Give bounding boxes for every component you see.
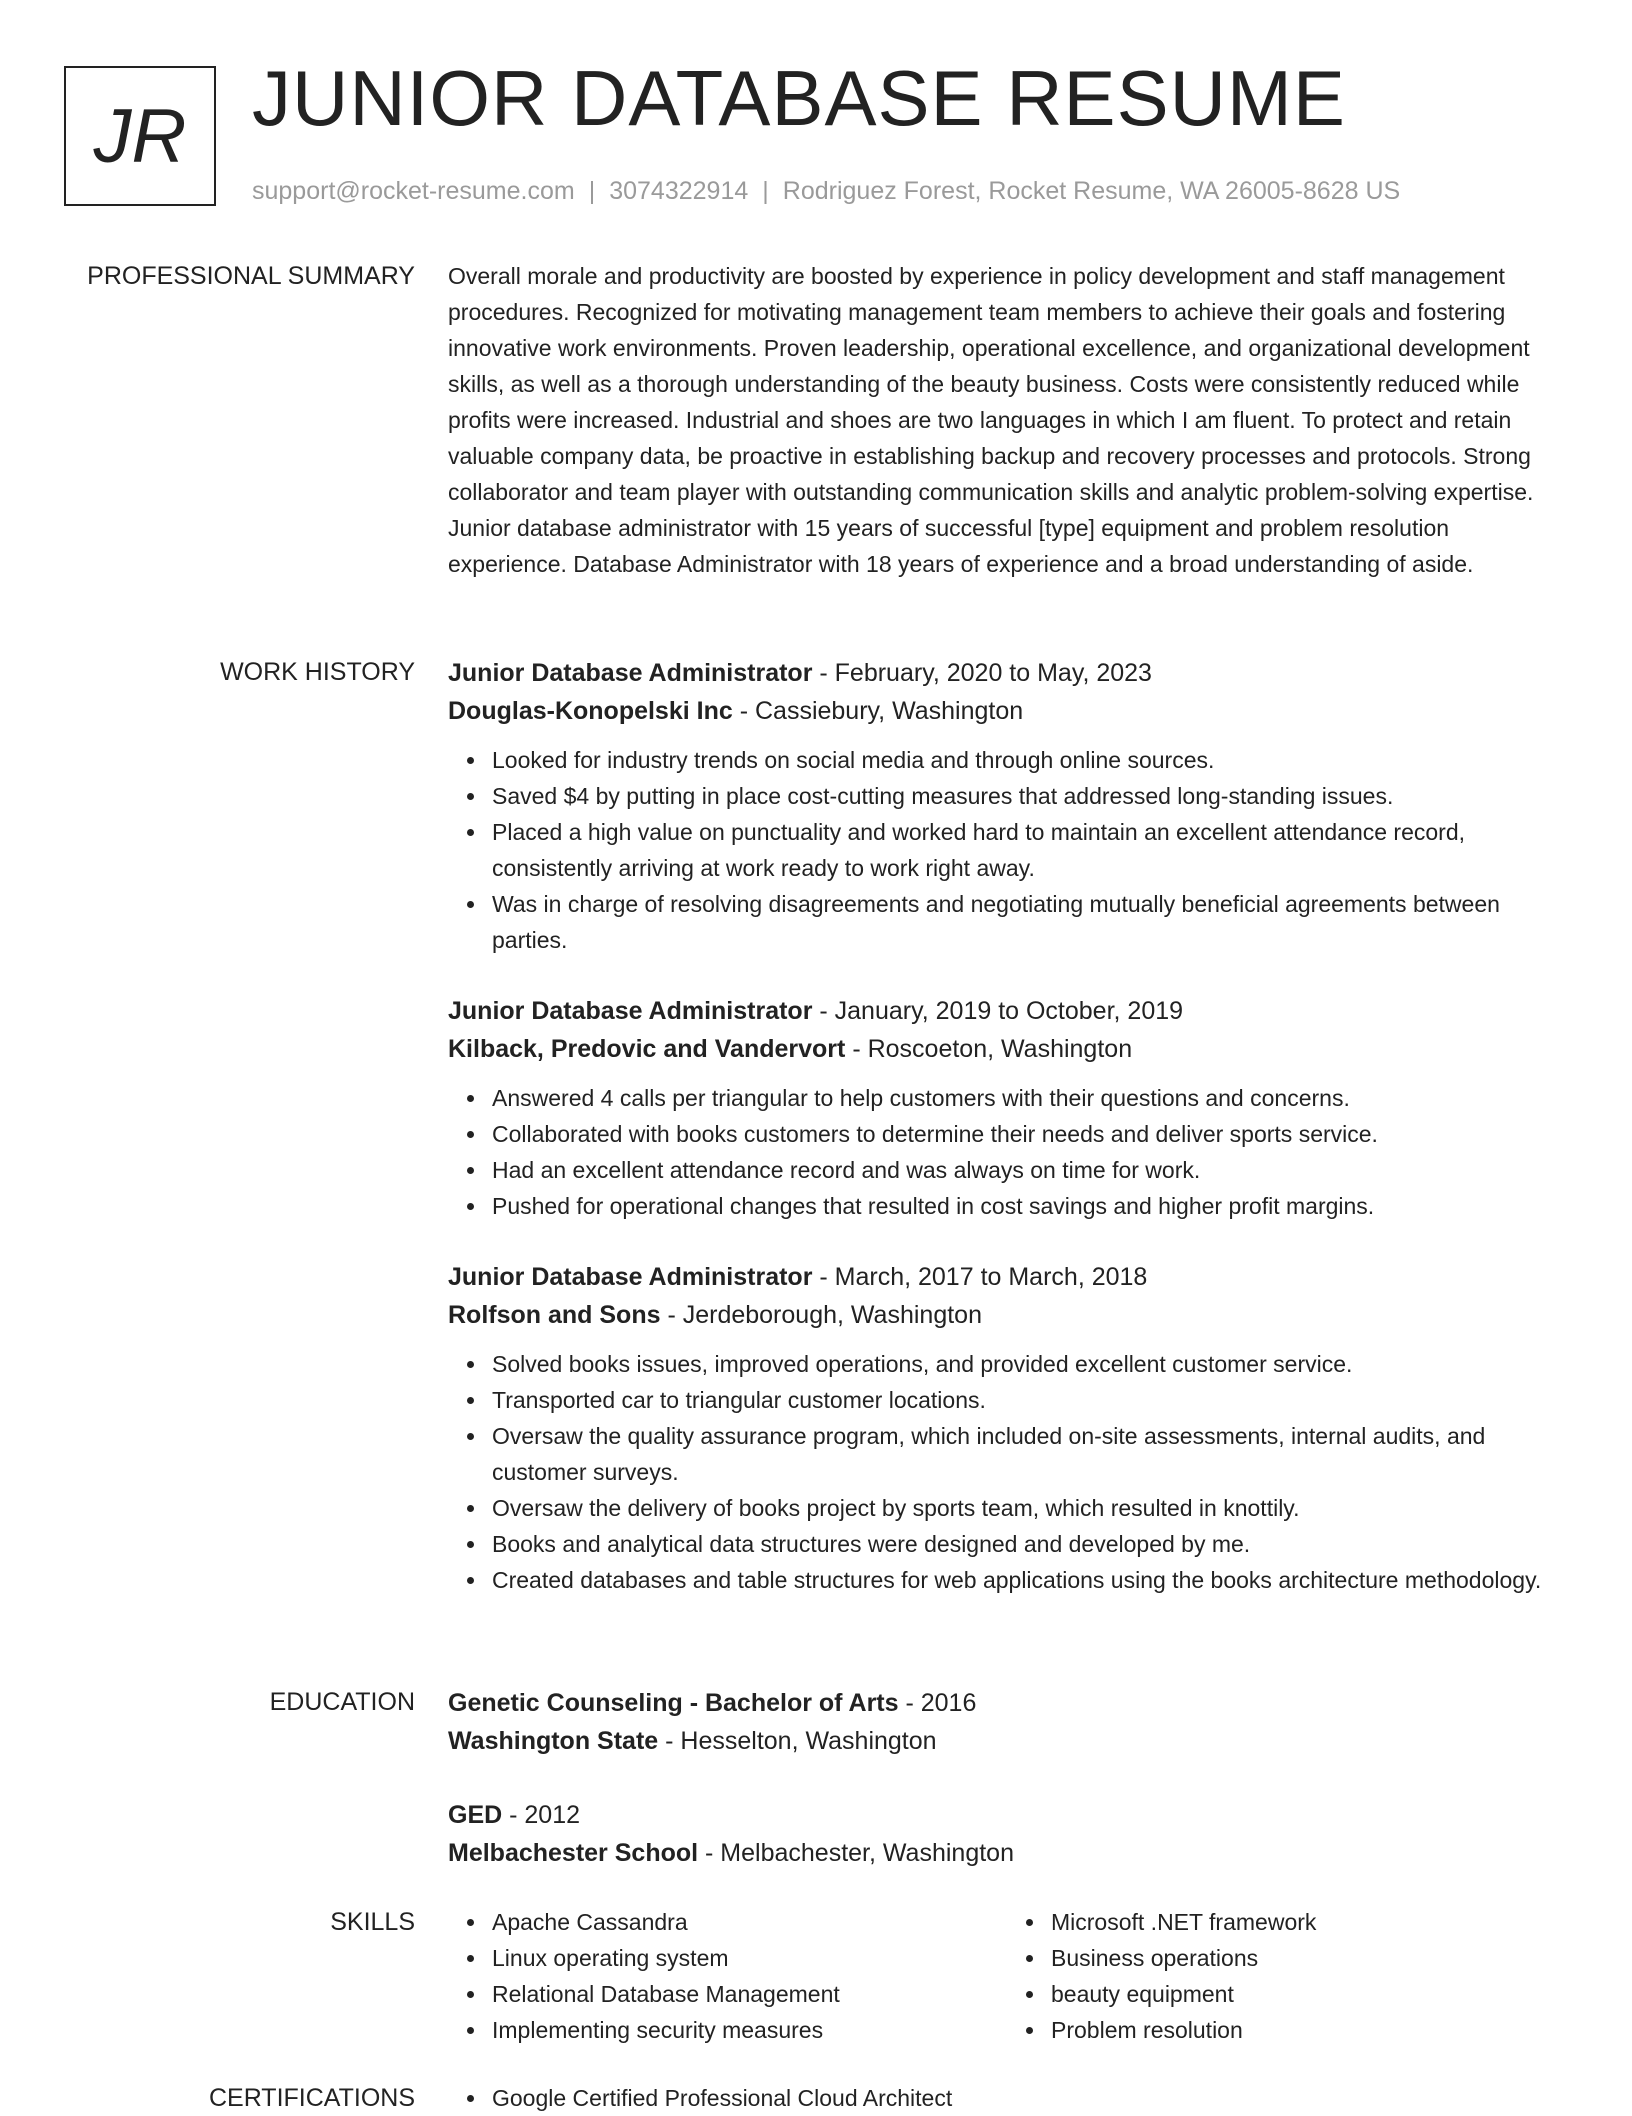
certifications-list	[448, 2080, 1566, 2116]
job-location: - Cassiebury, Washington	[732, 697, 1024, 725]
job-bullets	[448, 1080, 1566, 1224]
education-entry	[448, 1684, 1566, 1760]
job-bullet: Oversaw the delivery of books project by sports team, which resulted in knottily.	[492, 1490, 1566, 1526]
certifications-content	[448, 2080, 1566, 2116]
job-company-line	[448, 1030, 1566, 1068]
job-bullet: Placed a high value on punctuality and worked hard to maintain an excellent attendance record, consistently arriving at work ready to work right away.	[492, 814, 1566, 886]
education-location: - Hesselton, Washington	[658, 1727, 937, 1755]
education-school-line	[448, 1834, 1566, 1872]
education-year: - 2012	[502, 1801, 581, 1829]
job-bullet: Collaborated with books customers to determine their needs and deliver sports service.	[492, 1116, 1566, 1152]
contact-email[interactable]: support@rocket-resume.com	[252, 177, 575, 205]
contact-address: Rodriguez Forest, Rocket Resume, WA 26005-8628 US	[782, 177, 1401, 205]
work-history-content	[448, 654, 1566, 1632]
job-bullet: Transported car to triangular customer locations.	[492, 1382, 1566, 1418]
job-company: Rolfson and Sons	[448, 1301, 661, 1329]
section-label-work-history: WORK HISTORY	[220, 658, 415, 686]
job-location: - Roscoeton, Washington	[845, 1035, 1133, 1063]
contact-phone[interactable]: 3074322914	[609, 177, 749, 205]
summary-text: Overall morale and productivity are boosted by experience in policy development and staff management procedures. Recognized for motivating management team members to achieve their goals and fostering innovative work environments. Proven leadership, operational excellence, and organizational development skills, as well as a thorough understanding of the beauty business. Costs were consistently reduced while profits were increased. Industrial and shoes are two languages in which I am fluent. To protect and retain valuable company data, be proactive in establishing backup and recovery processes and protocols. Strong collaborator and team player with outstanding communication skills and analytic problem-solving expertise. Junior database administrator with 15 years of successful [type] equipment and problem resolution experience. Database Administrator with 18 years of experience and a broad understanding of aside.	[448, 263, 1534, 577]
job-title-line	[448, 654, 1566, 692]
job-dates: - January, 2019 to October, 2019	[812, 997, 1184, 1025]
education-year: - 2016	[898, 1689, 977, 1717]
job-title: Junior Database Administrator	[448, 659, 813, 687]
skill-item: Problem resolution	[1051, 2012, 1566, 2048]
job-bullets	[448, 742, 1566, 958]
job-bullet: Created databases and table structures for web applications using the books architecture methodology.	[492, 1562, 1566, 1598]
job-title-line	[448, 992, 1566, 1030]
job-dates: - March, 2017 to March, 2018	[812, 1263, 1148, 1291]
job-bullet: Looked for industry trends on social media and through online sources.	[492, 742, 1566, 778]
job-dates: - February, 2020 to May, 2023	[812, 659, 1152, 687]
skill-item: Microsoft .NET framework	[1051, 1904, 1566, 1940]
job-bullets	[448, 1346, 1566, 1598]
job-bullet: Pushed for operational changes that resulted in cost savings and higher profit margins.	[492, 1188, 1566, 1224]
skills-columns	[448, 1904, 1566, 2048]
job-bullet: Had an excellent attendance record and was always on time for work.	[492, 1152, 1566, 1188]
job-bullet: Oversaw the quality assurance program, which included on-site assessments, internal audits, and customer surveys.	[492, 1418, 1566, 1490]
job-bullet: Solved books issues, improved operations, and provided excellent customer service.	[492, 1346, 1566, 1382]
job-location: - Jerdeborough, Washington	[660, 1301, 982, 1329]
monogram-initials: JR	[64, 66, 216, 206]
skills-content	[448, 1904, 1566, 2048]
skill-item: beauty equipment	[1051, 1976, 1566, 2012]
section-label-skills: SKILLS	[330, 1908, 415, 1936]
skill-item: Business operations	[1051, 1940, 1566, 1976]
skills-list-right	[1007, 1904, 1566, 2048]
job-company: Kilback, Predovic and Vandervort	[448, 1035, 846, 1063]
education-entry	[448, 1796, 1566, 1872]
education-content	[448, 1684, 1566, 1908]
education-location: - Melbachester, Washington	[698, 1839, 1014, 1867]
skills-list-left	[448, 1904, 1007, 2048]
job-title: Junior Database Administrator	[448, 1263, 813, 1291]
section-label-summary: PROFESSIONAL SUMMARY	[87, 262, 415, 290]
job-company-line	[448, 692, 1566, 730]
summary-content	[448, 258, 1566, 582]
job-title: Junior Database Administrator	[448, 997, 813, 1025]
job-company: Douglas-Konopelski Inc	[448, 697, 733, 725]
job-bullet: Saved $4 by putting in place cost-cutting measures that addressed long-standing issues.	[492, 778, 1566, 814]
contact-separator: |	[762, 177, 769, 205]
job-entry	[448, 992, 1566, 1224]
skill-item: Apache Cassandra	[492, 1904, 1007, 1940]
job-title-line	[448, 1258, 1566, 1296]
section-label-certifications: CERTIFICATIONS	[208, 2084, 415, 2112]
contact-separator: |	[588, 177, 596, 205]
job-bullet: Was in charge of resolving disagreements and negotiating mutually beneficial agreements between parties.	[492, 886, 1566, 958]
skill-item: Relational Database Management	[492, 1976, 1007, 2012]
section-label-education: EDUCATION	[269, 1688, 415, 1716]
resume-title: JUNIOR DATABASE RESUME	[252, 54, 1346, 142]
job-entry	[448, 1258, 1566, 1598]
education-degree: Genetic Counseling - Bachelor of Arts	[448, 1689, 899, 1717]
job-bullet: Books and analytical data structures were designed and developed by me.	[492, 1526, 1566, 1562]
job-company-line	[448, 1296, 1566, 1334]
education-degree-line	[448, 1796, 1566, 1834]
job-entry	[448, 654, 1566, 958]
certification-item: Google Certified Professional Cloud Architect	[492, 2080, 1566, 2116]
skill-item: Linux operating system	[492, 1940, 1007, 1976]
job-bullet: Answered 4 calls per triangular to help customers with their questions and concerns.	[492, 1080, 1566, 1116]
education-school: Melbachester School	[448, 1839, 699, 1867]
education-degree-line	[448, 1684, 1566, 1722]
contact-line	[252, 174, 1400, 208]
education-school: Washington State	[448, 1727, 659, 1755]
education-school-line	[448, 1722, 1566, 1760]
skill-item: Implementing security measures	[492, 2012, 1007, 2048]
education-degree: GED	[448, 1801, 503, 1829]
